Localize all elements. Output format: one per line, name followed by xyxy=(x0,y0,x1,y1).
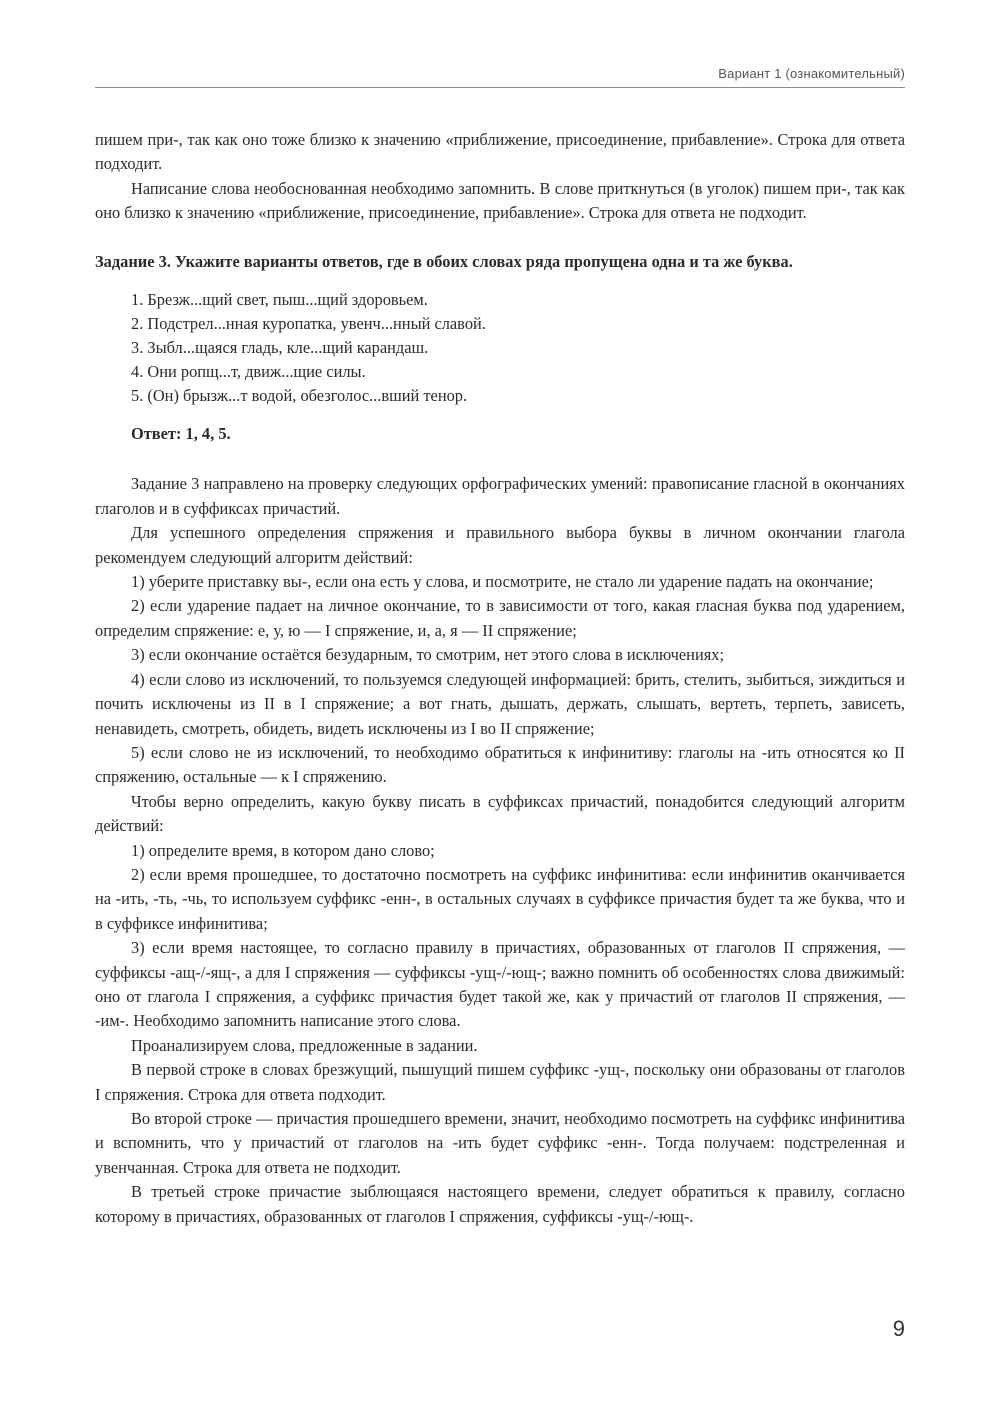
paragraph: 3) если время настоящее, то согласно правилу в причастиях, образованных от глаголов II спряжения, — суффиксы -ащ-/-ящ-, а для I спряжения — суффиксы -ущ-/-ющ-; важно помнить об особенностях слова движимый: оно от глагола I спряжения, а суффикс причастия будет такой же, как у причастий от глаголов II спряжения, — -им-. Необходимо запомнить написание этого слова. xyxy=(95,938,905,1031)
task-option: 3. Зыбл...щаяся гладь, кле...щий карандаш. xyxy=(131,338,429,358)
page-number: 9 xyxy=(892,1316,905,1341)
paragraph: 1) уберите приставку вы-, если она есть у слова, и посмотрите, не стало ли ударение падать на окончание; xyxy=(131,572,874,592)
header-rule xyxy=(95,87,905,88)
task-options-list xyxy=(131,288,905,408)
paragraph: 2) если ударение падает на личное окончание, то в зависимости от того, какая гласная буква под ударением, определим спряжение: е, у, ю — I спряжение, и, а, я — II спряжение; xyxy=(95,596,905,640)
task-answer: Ответ: 1, 4, 5. xyxy=(131,424,231,444)
paragraph: Для успешного определения спряжения и правильного выбора буквы в личном окончании глагола рекомендуем следующий алгоритм действий: xyxy=(95,523,905,567)
task-title: Задание 3. Укажите варианты ответов, где в обоих словах ряда пропущена одна и та же буква. xyxy=(95,251,793,271)
paragraph: 4) если слово из исключений, то пользуемся следующей информацией: брить, стелить, зыбиться, зиждиться и почить исключены из II в I спряжение; а вот гнать, дышать, держать, слышать, вертеть, терпеть, зависеть, ненавидеть, смотреть, обидеть, видеть исключены из I во II спряжение; xyxy=(95,669,905,738)
paragraph: Задание 3 направлено на проверку следующих орфографических умений: правописание гласной в окончаниях глаголов и в суффиксах причастий. xyxy=(95,474,905,518)
paragraph: 3) если окончание остаётся безударным, то смотрим, нет этого слова в исключениях; xyxy=(131,645,724,665)
paragraph: Чтобы верно определить, какую букву писать в суффиксах причастий, понадобится следующий алгоритм действий: xyxy=(95,791,905,836)
page-body xyxy=(95,128,905,1229)
running-header xyxy=(0,66,1000,90)
paragraph: 2) если время прошедшее, то достаточно посмотреть на суффикс инфинитива: если инфинитив оканчивается на -ить, -ть, -чь, то используем суффикс -енн-, в остальных случаях в суффиксе причастия будет та же буква, что и в суффиксе инфинитива; xyxy=(95,864,905,933)
paragraph: В первой строке в словах брезжущий, пышущий пишем суффикс -ущ-, поскольку они образованы от глаголов I спряжения. Строка для ответа подходит. xyxy=(95,1060,905,1104)
task-option: 2. Подстрел...нная куропатка, увенч...нный славой. xyxy=(131,314,486,334)
paragraph: 1) определите время, в котором дано слово; xyxy=(131,840,435,860)
paragraph: Проанализируем слова, предложенные в задании. xyxy=(131,1035,478,1055)
paragraph: 5) если слово не из исключений, то необходимо обратиться к инфинитиву: глаголы на -ить относятся ко II спряжению, остальные — к I спряжению. xyxy=(95,742,905,787)
paragraph: Во второй строке — причастия прошедшего времени, значит, необходимо посмотреть на суффикс инфинитива и вспомнить, что у причастий от глаголов на -ить будет суффикс -енн-. Тогда получаем: подстреленная и увенчанная. Строка для ответа не подходит. xyxy=(95,1109,905,1177)
task-option: 4. Они ропщ...т, движ...щие силы. xyxy=(131,362,366,382)
paragraph: пишем при-, так как оно тоже близко к значению «приближение, присоединение, прибавление». Строка для ответа подходит. xyxy=(95,130,905,174)
paragraph: Написание слова необоснованная необходимо запомнить. В слове приткнуться (в уголок) пишем при-, так как оно близко к значению «приближение, присоединение, прибавление». Строка для ответа не подходит. xyxy=(95,178,905,223)
task-option: 5. (Он) брызж...т водой, обезголос...вший тенор. xyxy=(131,386,468,406)
paragraph: В третьей строке причастие зыблющаяся настоящего времени, следует обратиться к правилу, согласно которому в причастиях, образованных от глаголов I спряжения, суффиксы -ущ-/-ющ-. xyxy=(95,1182,905,1226)
header-section-title: Вариант 1 (ознакомительный) xyxy=(718,66,905,81)
task-option: 1. Брезж...щий свет, пыш...щий здоровьем. xyxy=(131,290,428,310)
